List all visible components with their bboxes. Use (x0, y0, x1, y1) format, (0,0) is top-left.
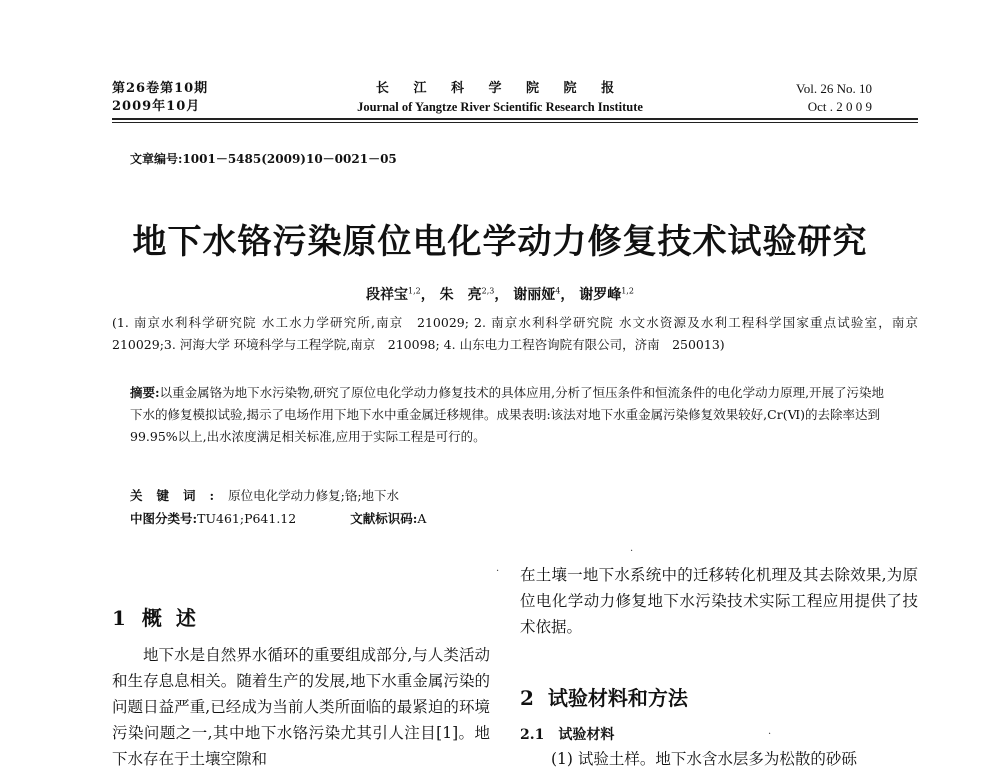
header-rule-thick (112, 118, 918, 120)
header-left (112, 80, 208, 116)
scan-dot: · (768, 729, 772, 740)
author-separator: ， (420, 287, 435, 303)
author-name: 段祥宝 (366, 287, 409, 303)
section-2-heading (520, 682, 688, 711)
volume-issue-cn: 第26卷第10期 (112, 81, 209, 96)
clc-value: TU461;P641.12 (197, 511, 297, 526)
subsection-title: 试验材料 (558, 727, 615, 743)
clc-label: 中图分类号: (130, 511, 198, 526)
doc-code-value: A (417, 511, 427, 526)
scan-dot: · (496, 566, 500, 577)
subsection-2-1-heading (520, 724, 614, 744)
author-affil-mark: 4 (555, 286, 561, 296)
abstract-label: 摘要: (130, 385, 160, 400)
body-paragraph: 地下水是自然界水循环的重要组成部分,与人类活动和生存息息相关。随着生产的发展,地下水重金属污染的问题日益严重,已经成为当前人类所面临的最紧迫的环境污染问题之一,其中地下水铬污染尤其引人注目[1]。地下水存在于土壤空隙和 (112, 646, 490, 768)
subsection-number: 2.1 (520, 727, 545, 743)
section-title: 概述 (141, 606, 210, 630)
body-paragraph: 在土壤一地下水系统中的迁移转化机理及其去除效果,为原位电化学动力修复地下水污染技术实际工程应用提供了技术依据。 (520, 566, 918, 636)
author-affil-mark: 1,2 (408, 286, 421, 296)
volume-issue-en: Vol. 26 No. 10 (796, 81, 872, 96)
author-list (0, 284, 1000, 304)
header-right (796, 80, 872, 116)
keywords-text: 原位电化学动力修复;铬;地下水 (228, 488, 400, 503)
author-name: 谢罗峰 (579, 287, 622, 303)
scan-dot: · (630, 546, 634, 557)
section-title: 试验材料和方法 (547, 686, 688, 710)
journal-header (0, 0, 1000, 122)
section-number: 2 (520, 686, 534, 710)
author-name: 朱 亮 (439, 287, 482, 303)
keywords (130, 486, 890, 506)
date-en: Oct . 2 0 0 9 (807, 99, 872, 114)
body-paragraph: (1) 试验土样。地下水含水层多为松散的砂砾 (551, 750, 857, 768)
date-cn: 2009年10月 (112, 99, 201, 114)
header-rule-thin (112, 122, 918, 123)
affiliations: (1. 南京水利科学研究院 水工水力学研究所,南京 210029; 2. 南京水利科学研究院 水文水资源及水利工程科学国家重点试验室，南京 210029;3. 河海大学 环境科学与工程学院,南京 210098; 4. 山东电力工程咨询院有限公司，济南 250013) (112, 315, 931, 352)
author-affil-mark: 2,3 (481, 286, 495, 296)
author-separator: ， (560, 287, 575, 303)
author-separator: ， (494, 287, 509, 303)
section-1-heading (112, 602, 210, 631)
author-name: 谢丽娅 (513, 287, 556, 303)
keywords-label: 关键词: (130, 488, 229, 503)
author-affil-mark: 1,2 (621, 286, 634, 296)
classification (130, 509, 890, 529)
header-center (340, 80, 660, 116)
article-number: 文章编号:1001－5485(2009)10－0021－05 (130, 152, 397, 166)
paper-title: 地下水铬污染原位电化学动力修复技术试验研究 (132, 222, 868, 262)
section-number: 1 (112, 606, 128, 630)
abstract-text: 以重金属铬为地下水污染物,研究了原位电化学动力修复技术的具体应用,分析了恒压条件和恒流条件的电化学动力原理,开展了污染地下水的修复模拟试验,揭示了电场作用下地下水中重金属迁移规律。成果表明:该法对地下水重金属污染修复效果较好,Cr(Ⅵ)的去除率达到99.95%以上,出水浓度满足相关标准,应用于实际工程是可行的。 (130, 385, 885, 444)
abstract (130, 382, 890, 448)
journal-name-en: Journal of Yangtze River Scientific Research Institute (357, 100, 643, 114)
doc-code-label: 文献标识码: (350, 511, 418, 526)
journal-name-cn: 长 江 科 学 院 院 报 (375, 81, 625, 96)
